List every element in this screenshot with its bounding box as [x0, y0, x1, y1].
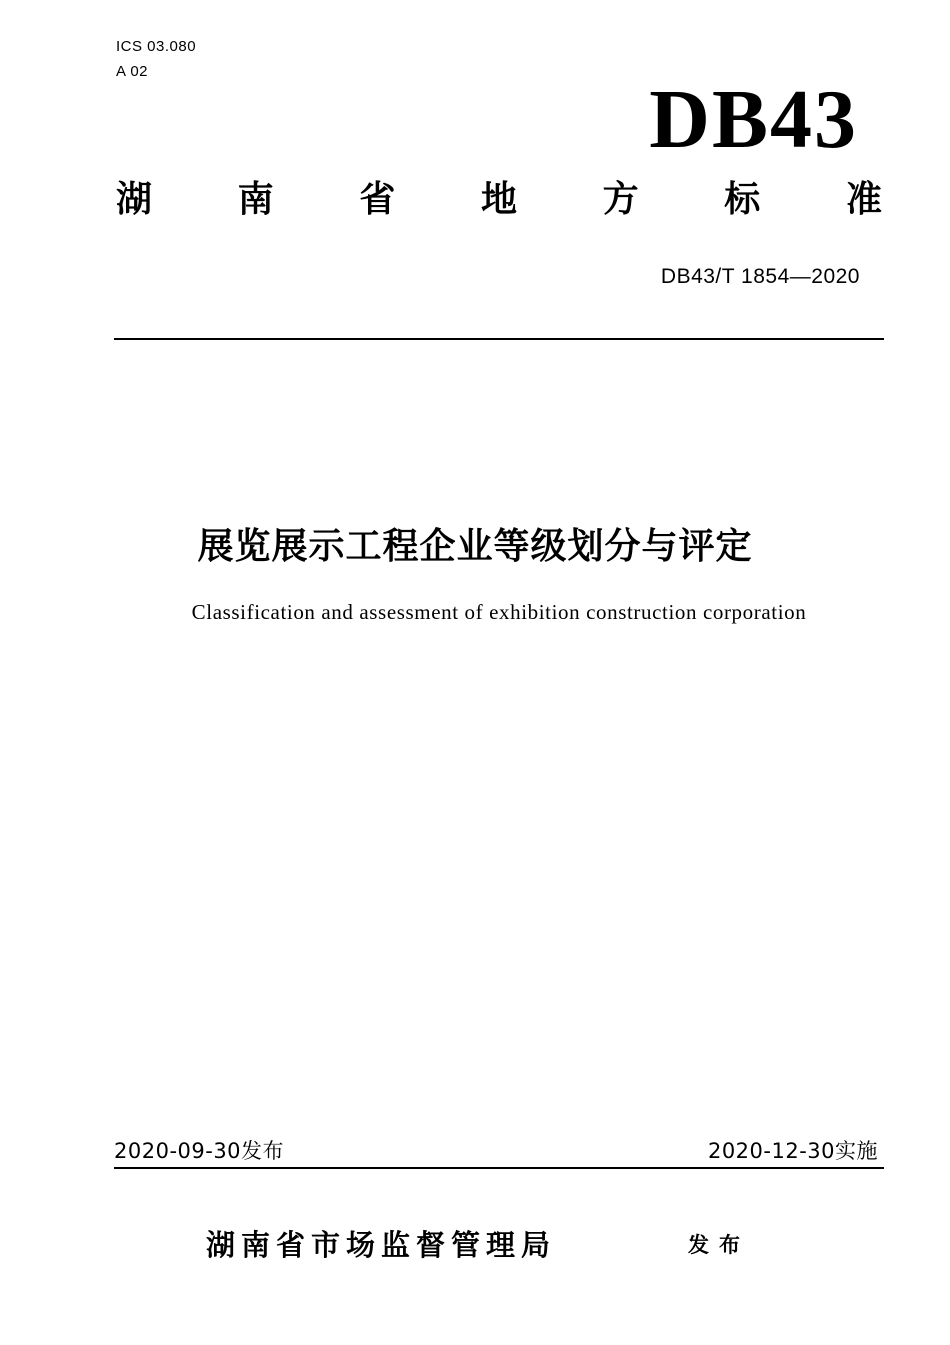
document-title-chinese: 展览展示工程企业等级划分与评定 [197, 526, 753, 567]
top-divider [114, 338, 884, 340]
standard-mark: DB43 [649, 73, 858, 166]
bottom-divider [114, 1167, 884, 1169]
standard-type-char: 方 [602, 179, 639, 220]
document-title-english: Classification and assessment of exhibition construction corporation [191, 600, 807, 624]
implementation-date: 2020-12-30实施 [707, 1139, 878, 1163]
standard-type-char: 准 [845, 179, 882, 220]
standard-type-char: 地 [480, 179, 517, 220]
issue-date: 2020-09-30发布 [114, 1139, 285, 1163]
standard-type-char: 南 [237, 179, 274, 220]
standard-number: DB43/T 1854—2020 [660, 265, 860, 288]
ics-code: ICS 03.080 [116, 38, 197, 55]
publish-label: 发布 [688, 1233, 750, 1257]
standard-type-char: 湖 [116, 179, 153, 220]
standard-type-char: 省 [359, 179, 396, 220]
publisher-name: 湖南省市场监督管理局 [206, 1228, 557, 1262]
standard-type-char: 标 [724, 179, 761, 220]
ccs-code: A 02 [116, 63, 149, 80]
standard-type-heading [116, 179, 882, 220]
